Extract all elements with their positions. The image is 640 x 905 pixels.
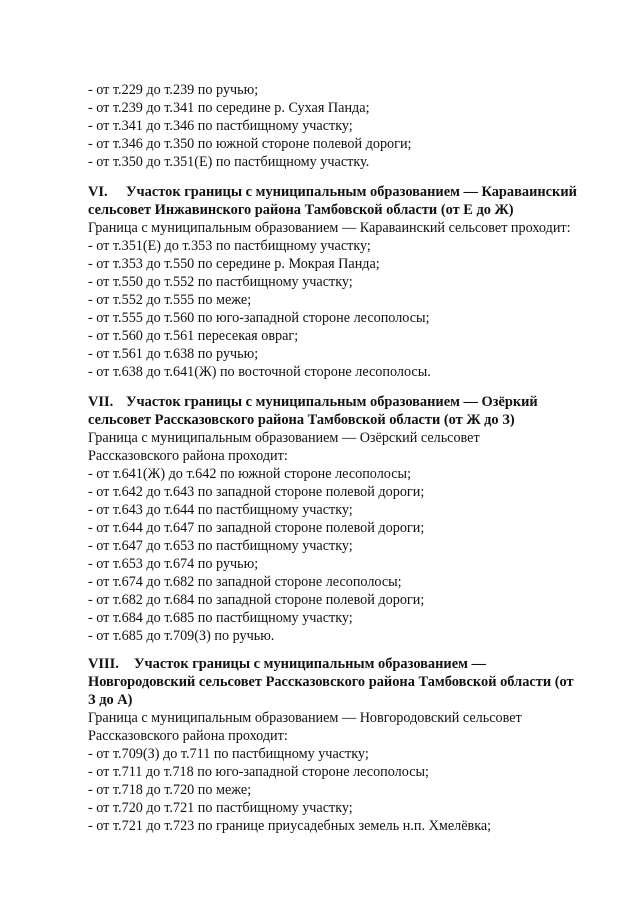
intro-list <box>88 81 612 171</box>
section-heading <box>88 655 612 673</box>
list-item: - от т.229 до т.239 по ручью; <box>88 82 259 98</box>
list-item: - от т.721 до т.723 по границе приусадебных земель н.п. Хмелёвка; <box>88 818 492 834</box>
section-vii <box>88 393 612 645</box>
section-intro: Граница с муниципальным образованием — Новгородовский сельсовет <box>88 710 522 726</box>
section-number: VII. <box>88 394 114 410</box>
section-intro: Рассказовского района проходит: <box>88 448 288 464</box>
list-item: - от т.642 до т.643 по западной стороне полевой дороги; <box>88 484 425 500</box>
section-viii <box>88 655 612 835</box>
list-item: - от т.561 до т.638 по ручью; <box>88 346 259 362</box>
list-item: - от т.638 до т.641(Ж) по восточной стороне лесополосы. <box>88 364 431 380</box>
section-intro: Граница с муниципальным образованием — Караваинский сельсовет проходит: <box>88 220 571 236</box>
list-item: - от т.682 до т.684 по западной стороне полевой дороги; <box>88 592 425 608</box>
list-item: - от т.555 до т.560 по юго-западной стороне лесополосы; <box>88 310 430 326</box>
list-item: - от т.550 до т.552 по пастбищному участку; <box>88 274 353 290</box>
list-item: - от т.684 до т.685 по пастбищному участку; <box>88 610 353 626</box>
list-item: - от т.711 до т.718 по юго-западной стороне лесополосы; <box>88 764 429 780</box>
list-item: - от т.720 до т.721 по пастбищному участку; <box>88 800 353 816</box>
section-heading <box>88 183 612 201</box>
list-item: - от т.653 до т.674 по ручью; <box>88 556 259 572</box>
section-intro: Граница с муниципальным образованием — Озёрский сельсовет <box>88 430 480 446</box>
list-item: - от т.647 до т.653 по пастбищному участку; <box>88 538 353 554</box>
list-item: - от т.346 до т.350 по южной стороне полевой дороги; <box>88 136 412 152</box>
section-title-line: Участок границы с муниципальным образованием — Караваинский <box>126 184 577 200</box>
section-number: VIII. <box>88 656 119 672</box>
list-item: - от т.641(Ж) до т.642 по южной стороне лесополосы; <box>88 466 412 482</box>
section-title-line: Новгородовский сельсовет Рассказовского района Тамбовской области (от <box>88 674 574 690</box>
list-item: - от т.552 до т.555 по меже; <box>88 292 252 308</box>
section-heading <box>88 393 612 411</box>
list-item: - от т.644 до т.647 по западной стороне полевой дороги; <box>88 520 425 536</box>
list-item: - от т.239 до т.341 по середине р. Сухая Панда; <box>88 100 370 116</box>
list-item: - от т.353 до т.550 по середине р. Мокрая Панда; <box>88 256 380 272</box>
list-item: - от т.350 до т.351(Е) по пастбищному участку. <box>88 154 370 170</box>
list-item: - от т.560 до т.561 пересекая овраг; <box>88 328 299 344</box>
list-item: - от т.718 до т.720 по меже; <box>88 782 252 798</box>
list-item: - от т.685 до т.709(З) по ручью. <box>88 628 275 644</box>
list-item: - от т.643 до т.644 по пастбищному участку; <box>88 502 353 518</box>
list-item: - от т.709(З) до т.711 по пастбищному участку; <box>88 746 369 762</box>
section-vi <box>88 183 612 381</box>
section-intro: Рассказовского района проходит: <box>88 728 288 744</box>
section-number: VI. <box>88 184 108 200</box>
section-title-line: Участок границы с муниципальным образованием — <box>134 656 486 672</box>
list-item: - от т.341 до т.346 по пастбищному участку; <box>88 118 353 134</box>
section-title-line: З до А) <box>88 692 133 708</box>
section-title-line: Участок границы с муниципальным образованием — Озёркий <box>126 394 538 410</box>
list-item: - от т.351(Е) до т.353 по пастбищному участку; <box>88 238 371 254</box>
section-title-line: сельсовет Рассказовского района Тамбовской области (от Ж до З) <box>88 412 515 428</box>
section-title-line: сельсовет Инжавинского района Тамбовской области (от Е до Ж) <box>88 202 514 218</box>
list-item: - от т.674 до т.682 по западной стороне лесополосы; <box>88 574 402 590</box>
